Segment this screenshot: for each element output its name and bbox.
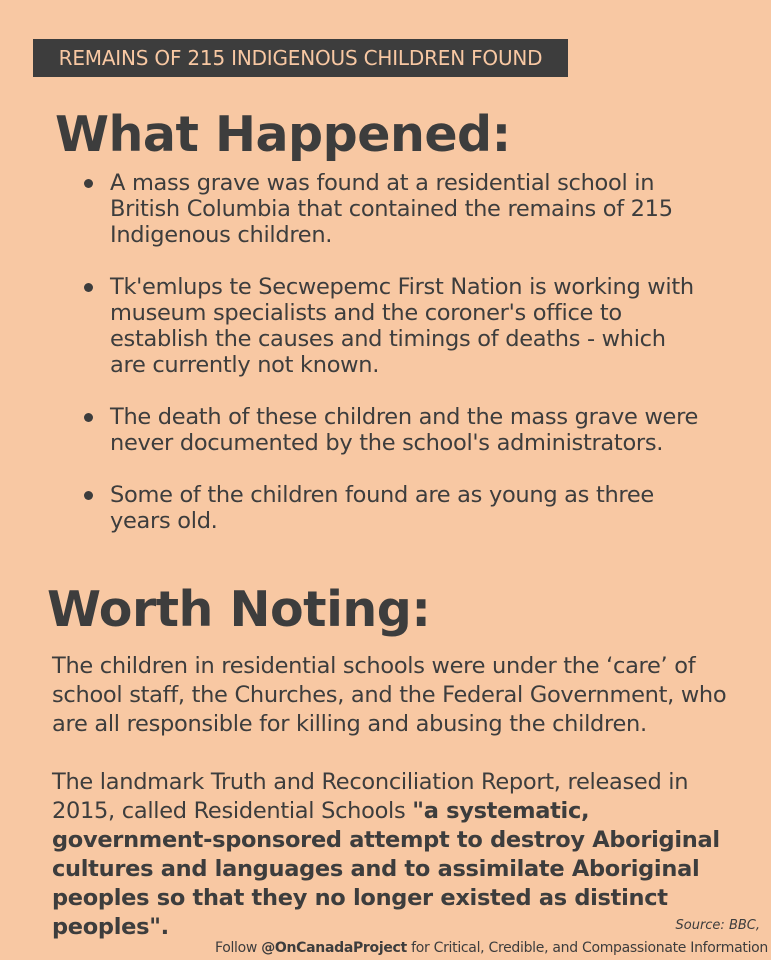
list-item bbox=[80, 404, 700, 456]
bullet-icon bbox=[84, 413, 93, 422]
list-item-text: The death of these children and the mass grave were never documented by the school's administrators. bbox=[110, 404, 699, 456]
source-credit: Source: BBC, bbox=[675, 918, 760, 933]
headline-banner: REMAINS OF 215 INDIGENOUS CHILDREN FOUND bbox=[33, 39, 568, 77]
care-paragraph: The children in residential schools were under the ‘care’ of school staff, the Churches, and the Federal Government, who are all responsible for killing and abusing the children. bbox=[52, 653, 727, 737]
list-item bbox=[80, 482, 700, 534]
follow-suffix: for Critical, Credible, and Compassionate Information bbox=[406, 940, 768, 956]
bullet-icon bbox=[84, 283, 93, 292]
list-item-text: Some of the children found are as young as three years old. bbox=[110, 482, 654, 534]
worth-noting-heading: Worth Noting: bbox=[47, 581, 431, 638]
trc-paragraph bbox=[52, 768, 752, 942]
list-item-text: A mass grave was found at a residential school in British Columbia that contained the remains of 215 Indigenous children. bbox=[110, 170, 673, 248]
follow-line bbox=[215, 940, 768, 956]
account-handle: @OnCanadaProject bbox=[261, 940, 407, 956]
trc-quote-text: "a systematic, government-sponsored attempt to destroy Aboriginal cultures and languages and to assimilate Aboriginal peoples so that they no longer existed as distinct peoples". bbox=[52, 798, 720, 940]
what-happened-list bbox=[80, 170, 700, 560]
follow-prefix: Follow bbox=[214, 940, 262, 956]
bullet-icon bbox=[84, 179, 93, 188]
trc-intro-text: The landmark Truth and Reconciliation Report, released in 2015, called Residential Schools bbox=[52, 769, 689, 824]
what-happened-heading: What Happened: bbox=[55, 106, 511, 163]
list-item bbox=[80, 274, 700, 378]
list-item-text: Tk'emlups te Secwepemc First Nation is working with museum specialists and the coroner's office to establish the causes and timings of deaths - which are currently not known. bbox=[110, 274, 694, 378]
list-item bbox=[80, 170, 700, 248]
bullet-icon bbox=[84, 491, 93, 500]
